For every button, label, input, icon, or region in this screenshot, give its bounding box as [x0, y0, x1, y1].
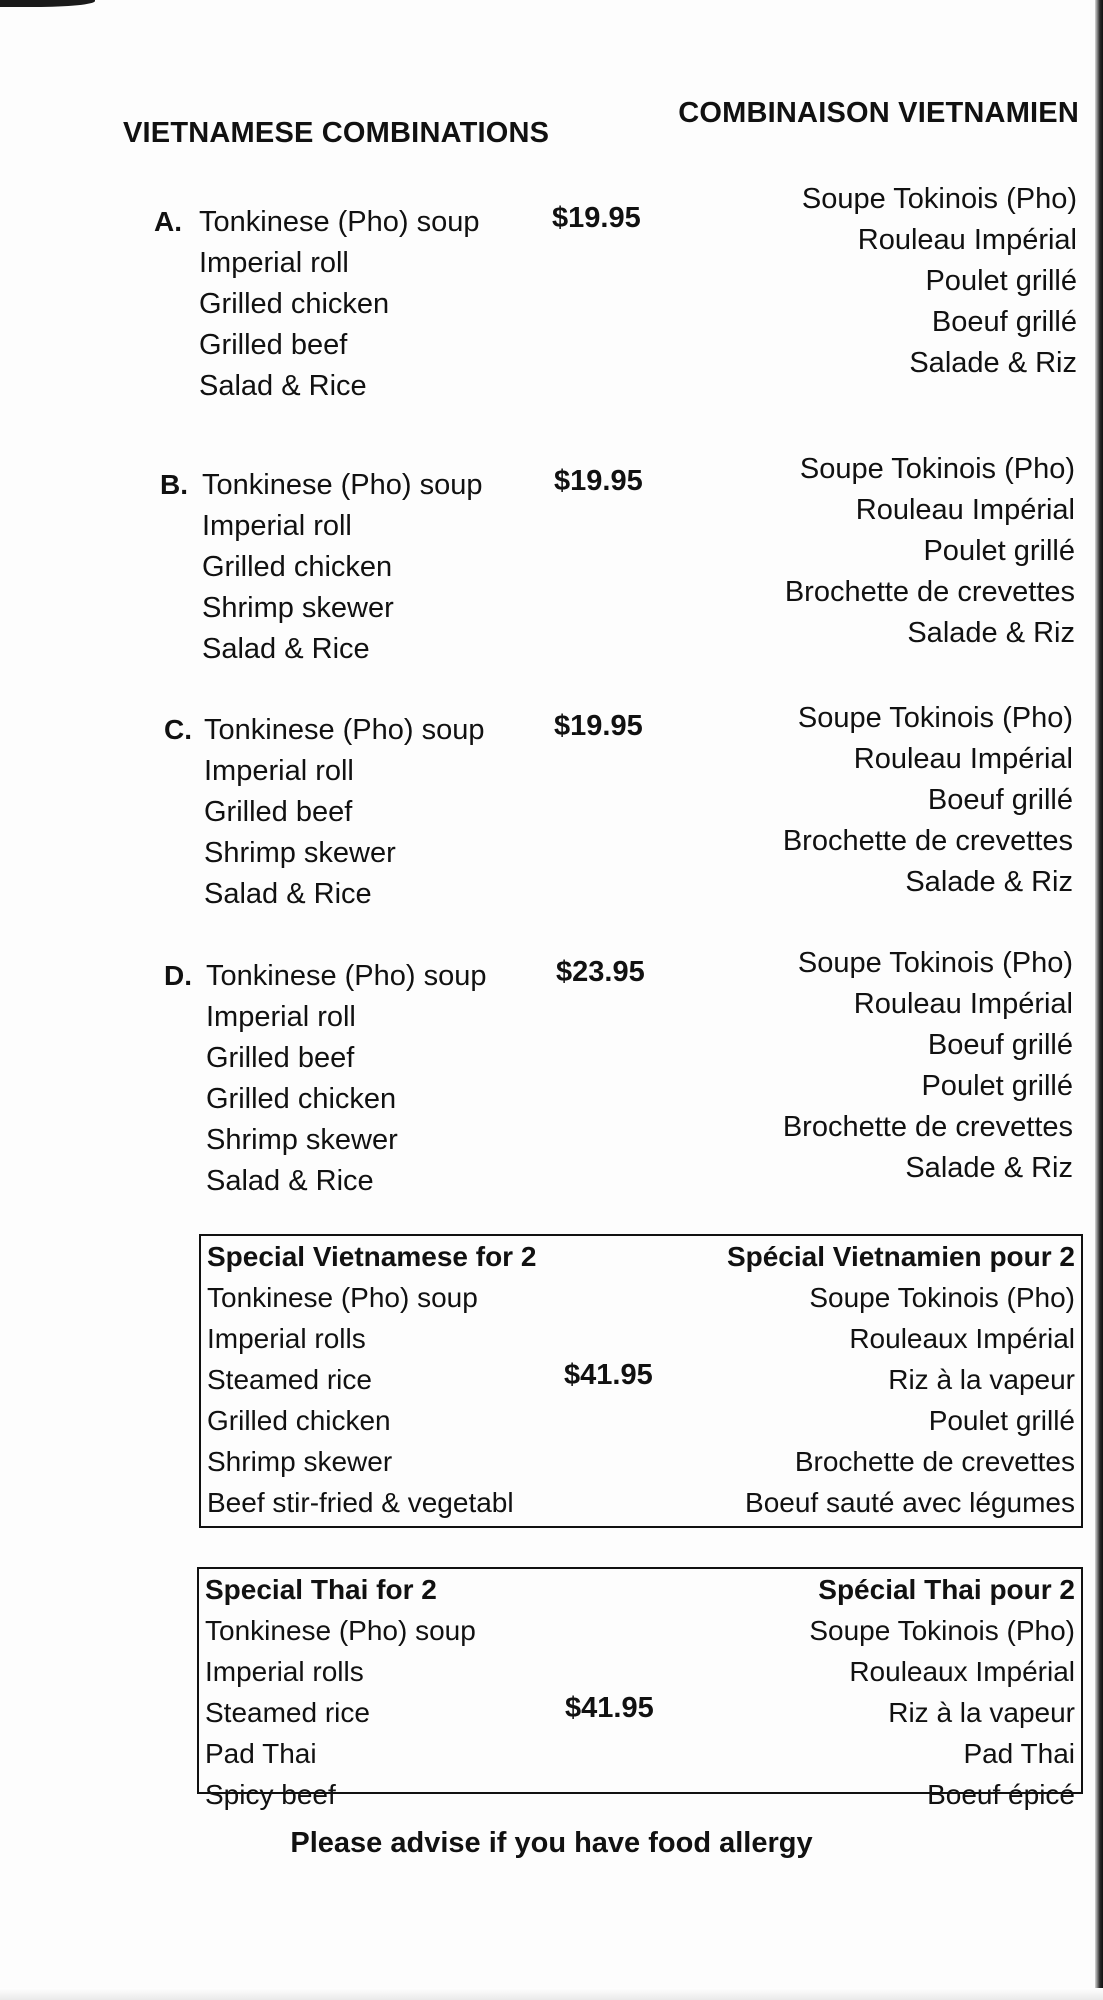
menu-item-fr: Soupe Tokinois (Pho) — [809, 1282, 1075, 1313]
menu-item-fr: Rouleaux Impérial — [849, 1656, 1075, 1687]
menu-item-en: Grilled beef — [204, 796, 353, 828]
menu-item-en: Imperial roll — [206, 1001, 356, 1033]
menu-item-fr: Salade & Riz — [905, 866, 1073, 898]
allergy-notice: Please advise if you have food allergy — [290, 1827, 813, 1859]
menu-item-fr: Soupe Tokinois (Pho) — [801, 183, 1077, 215]
menu-item-fr: Boeuf grillé — [927, 1029, 1073, 1061]
menu-item-fr: Rouleau Impérial — [853, 988, 1073, 1020]
menu-item-fr: Boeuf épicé — [927, 1779, 1075, 1810]
menu-item-fr: Brochette de crevettes — [782, 1111, 1073, 1143]
menu-item-en: Tonkinese (Pho) soup — [204, 714, 485, 746]
menu-item-en: Grilled chicken — [206, 1083, 397, 1115]
menu-item-fr: Brochette de crevettes — [794, 1446, 1075, 1477]
scan-shadow — [0, 0, 95, 7]
combination-letter: C. — [164, 714, 192, 745]
menu-item-en: Salad & Rice — [204, 878, 372, 910]
menu-item-fr: Poulet grillé — [925, 265, 1077, 297]
combination-price: $19.95 — [554, 465, 643, 497]
menu-item-en: Shrimp skewer — [207, 1446, 393, 1477]
menu-item-en: Pad Thai — [205, 1738, 317, 1769]
special-item-row — [199, 1774, 1081, 1815]
special-item-row — [199, 1610, 1081, 1651]
combination-items-english — [202, 465, 483, 670]
menu-item-en: Shrimp skewer — [204, 837, 396, 869]
menu-item-en: Tonkinese (Pho) soup — [207, 1282, 478, 1313]
menu-item-en: Imperial rolls — [205, 1656, 364, 1687]
menu-item-en: Imperial roll — [204, 755, 354, 787]
menu-item-fr: Rouleau Impérial — [853, 743, 1073, 775]
special-item-row — [201, 1482, 1081, 1523]
special-item-row — [201, 1277, 1081, 1318]
combination-items-english — [199, 202, 480, 407]
menu-item-en: Grilled chicken — [202, 551, 393, 583]
menu-item-fr: Salade & Riz — [905, 1152, 1073, 1184]
menu-item-en: Grilled chicken — [199, 288, 390, 320]
menu-item-fr: Rouleau Impérial — [857, 224, 1077, 256]
menu-item-fr: Poulet grillé — [923, 535, 1075, 567]
menu-item-fr: Soupe Tokinois (Pho) — [797, 947, 1073, 979]
scan-bottom-edge — [0, 1988, 1103, 2000]
menu-item-en: Imperial roll — [202, 510, 352, 542]
combination-items-french — [783, 698, 1073, 903]
special-title-row — [201, 1236, 1081, 1277]
menu-item-fr: Pad Thai — [963, 1738, 1075, 1769]
menu-item-en: Beef stir-fried & vegetabl — [207, 1487, 514, 1518]
menu-item-en: Shrimp skewer — [206, 1124, 398, 1156]
combination-items-french — [802, 179, 1077, 384]
menu-item-fr: Poulet grillé — [921, 1070, 1073, 1102]
menu-item-en: Grilled beef — [199, 329, 348, 361]
menu-item-en: Salad & Rice — [202, 633, 370, 665]
combination-price: $19.95 — [554, 710, 643, 742]
menu-item-en: Steamed rice — [205, 1697, 370, 1728]
special-title-fr: Spécial Vietnamien pour 2 — [726, 1241, 1075, 1272]
special-vietnamese-for-2 — [199, 1234, 1083, 1528]
special-title-row — [199, 1569, 1081, 1610]
special-item-row — [199, 1733, 1081, 1774]
menu-item-en: Tonkinese (Pho) soup — [205, 1615, 476, 1646]
menu-item-en: Grilled chicken — [207, 1405, 391, 1436]
menu-item-en: Tonkinese (Pho) soup — [199, 206, 480, 238]
menu-item-fr: Rouleaux Impérial — [849, 1323, 1075, 1354]
special-item-row — [199, 1651, 1081, 1692]
menu-item-en: Imperial roll — [199, 247, 349, 279]
special-title-fr: Spécial Thai pour 2 — [818, 1574, 1075, 1605]
special-thai-for-2 — [197, 1567, 1083, 1810]
combination-letter: D. — [164, 960, 192, 991]
menu-item-fr: Salade & Riz — [909, 347, 1077, 379]
menu-item-fr: Soupe Tokinois (Pho) — [799, 453, 1075, 485]
special-item-row — [201, 1441, 1081, 1482]
special-price: $41.95 — [564, 1359, 653, 1391]
menu-item-fr: Brochette de crevettes — [782, 825, 1073, 857]
menu-item-fr: Boeuf grillé — [927, 784, 1073, 816]
menu-item-en: Salad & Rice — [199, 370, 367, 402]
menu-item-fr: Salade & Riz — [907, 617, 1075, 649]
menu-item-en: Grilled beef — [206, 1042, 355, 1074]
menu-item-en: Tonkinese (Pho) soup — [202, 469, 483, 501]
special-title-en: Special Thai for 2 — [205, 1574, 437, 1605]
section-heading-english: VIETNAMESE COMBINATIONS — [123, 117, 550, 149]
menu-item-fr: Brochette de crevettes — [784, 576, 1075, 608]
combination-items-french — [785, 449, 1075, 654]
combination-items-french — [783, 943, 1073, 1189]
combination-items-english — [206, 956, 487, 1202]
special-price: $41.95 — [565, 1692, 654, 1724]
menu-item-fr: Soupe Tokinois (Pho) — [797, 702, 1073, 734]
menu-item-en: Salad & Rice — [206, 1165, 374, 1197]
menu-item-fr: Riz à la vapeur — [888, 1697, 1075, 1728]
special-item-row — [201, 1400, 1081, 1441]
combination-price: $23.95 — [556, 956, 645, 988]
menu-item-fr: Rouleau Impérial — [855, 494, 1075, 526]
combination-letter: B. — [160, 469, 188, 500]
special-item-row — [201, 1318, 1081, 1359]
menu-item-fr: Boeuf grillé — [931, 306, 1077, 338]
combination-letter: A. — [154, 206, 182, 237]
combination-price: $19.95 — [552, 202, 641, 234]
menu-item-en: Imperial rolls — [207, 1323, 366, 1354]
special-title-en: Special Vietnamese for 2 — [207, 1241, 537, 1272]
scan-edge — [1095, 0, 1103, 2000]
menu-item-fr: Soupe Tokinois (Pho) — [809, 1615, 1075, 1646]
menu-item-fr: Riz à la vapeur — [888, 1364, 1075, 1395]
menu-item-fr: Poulet grillé — [928, 1405, 1075, 1436]
menu-item-en: Spicy beef — [205, 1779, 336, 1810]
menu-item-en: Steamed rice — [207, 1364, 372, 1395]
section-heading-french: COMBINAISON VIETNAMIEN — [678, 97, 1079, 129]
menu-item-fr: Boeuf sauté avec légumes — [745, 1487, 1075, 1518]
menu-item-en: Shrimp skewer — [202, 592, 394, 624]
combination-items-english — [204, 710, 485, 915]
menu-item-en: Tonkinese (Pho) soup — [206, 960, 487, 992]
